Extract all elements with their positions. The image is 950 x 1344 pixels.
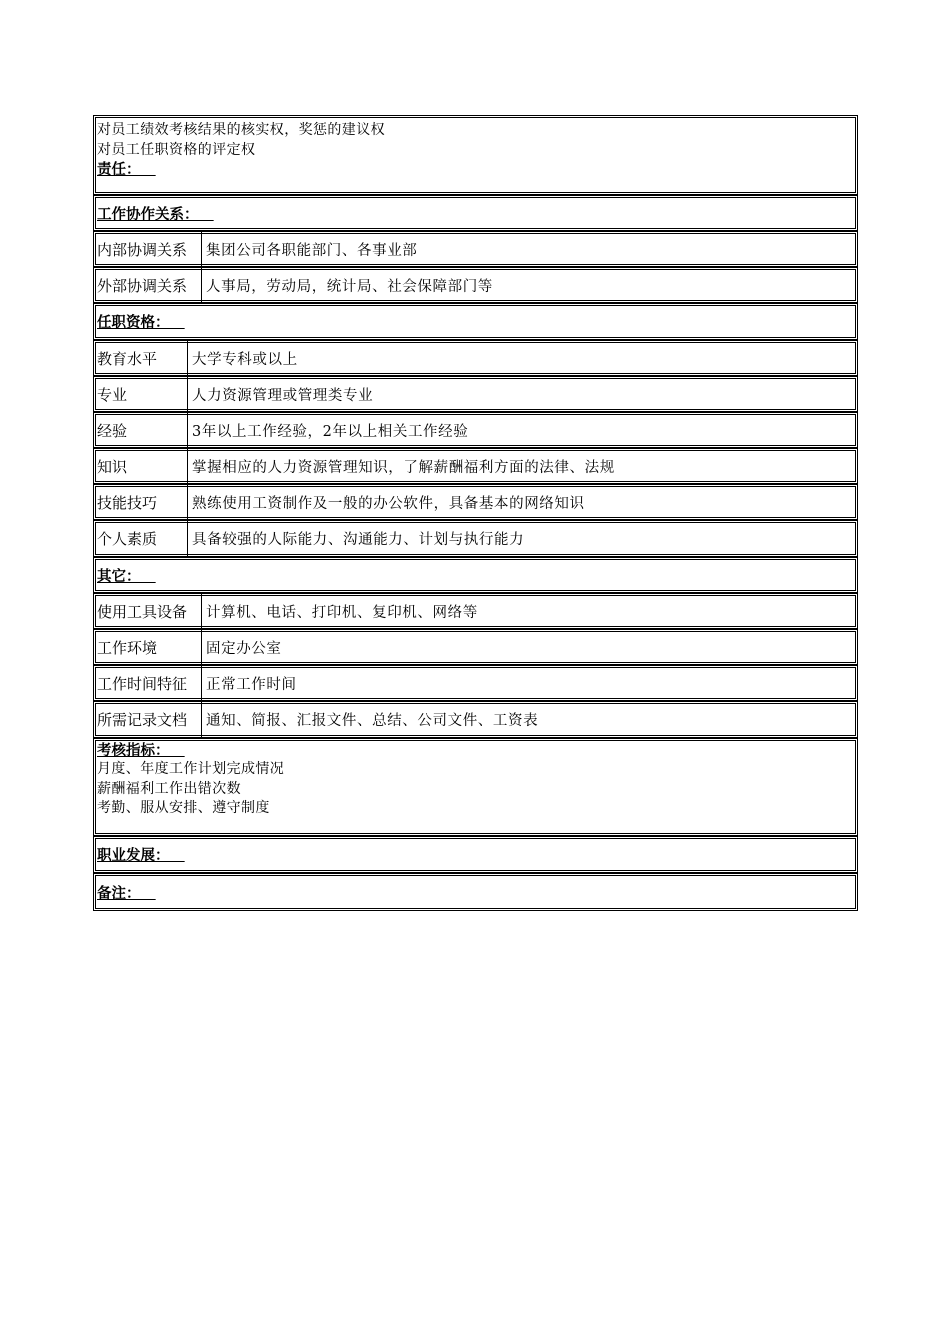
row-value: 具备较强的人际能力、沟通能力、计划与执行能力: [192, 532, 525, 548]
assessment-line: 考勤、服从安排、遵守制度: [97, 800, 270, 816]
table-row: [93, 484, 858, 520]
row-value: 计算机、电话、打印机、复印机、网络等: [206, 604, 478, 621]
row-label: 教育水平: [94, 341, 188, 375]
row-label: 知识: [94, 449, 188, 483]
row-label: 所需记录文档: [94, 702, 202, 737]
row-value: 通知、简报、汇报文件、总结、公司文件、工资表: [206, 713, 539, 729]
other-heading: 其它：: [97, 568, 141, 585]
table-row: [93, 448, 858, 484]
other-heading-row: [93, 557, 858, 593]
row-value: 熟练使用工资制作及一般的办公软件，具备基本的网络知识: [192, 495, 585, 512]
qualification-heading: 任职资格：: [97, 315, 170, 331]
row-value: 大学专科或以上: [192, 351, 298, 368]
row-value: 人力资源管理或管理类专业: [192, 387, 374, 404]
row-label: 专业: [94, 377, 188, 411]
row-value: 集团公司各职能部门、各事业部: [206, 242, 418, 259]
table-row: [93, 520, 858, 557]
row-value: 3年以上工作经验，2年以上相关工作经验: [192, 423, 469, 440]
table-row: [93, 231, 858, 267]
rights-block: [93, 115, 858, 195]
rights-line: 对员工任职资格的评定权: [97, 141, 256, 158]
row-label: 内部协调关系: [94, 232, 202, 266]
row-value: 掌握相应的人力资源管理知识，了解薪酬福利方面的法律、法规: [192, 459, 615, 476]
assessment-line: 月度、年度工作计划完成情况: [97, 761, 285, 777]
assessment-block: [93, 738, 858, 836]
table-row: [93, 340, 858, 376]
row-label: 工作环境: [94, 630, 202, 664]
row-label: 个人素质: [94, 521, 188, 556]
row-label: 工作时间特征: [94, 666, 202, 700]
career-row: [93, 836, 858, 873]
table-row: [93, 267, 858, 303]
table-row: [93, 412, 858, 448]
row-label: 经验: [94, 413, 188, 447]
table-row: [93, 376, 858, 412]
cooperation-heading: 工作协作关系：: [97, 206, 199, 223]
row-label: 外部协调关系: [94, 268, 202, 302]
remarks-row: [93, 873, 858, 911]
table-row: [93, 701, 858, 738]
qualification-heading-row: [93, 303, 858, 340]
assessment-line: 薪酬福利工作出错次数: [97, 780, 241, 797]
table-row: [93, 593, 858, 629]
table-row: [93, 665, 858, 701]
cooperation-heading-row: [93, 195, 858, 231]
row-value: 固定办公室: [206, 640, 282, 657]
table-row: [93, 629, 858, 665]
career-heading: 职业发展：: [97, 848, 170, 864]
responsibility-heading: 责任：: [97, 162, 141, 178]
row-label: 技能技巧: [94, 485, 188, 519]
row-value: 人事局，劳动局，统计局、社会保障部门等: [206, 278, 493, 295]
row-label: 使用工具设备: [94, 594, 202, 628]
remarks-heading: 备注：: [97, 885, 141, 902]
assessment-heading: 考核指标：: [97, 743, 170, 759]
row-value: 正常工作时间: [206, 676, 297, 693]
rights-line: 对员工绩效考核结果的核实权，奖惩的建议权: [97, 122, 385, 138]
